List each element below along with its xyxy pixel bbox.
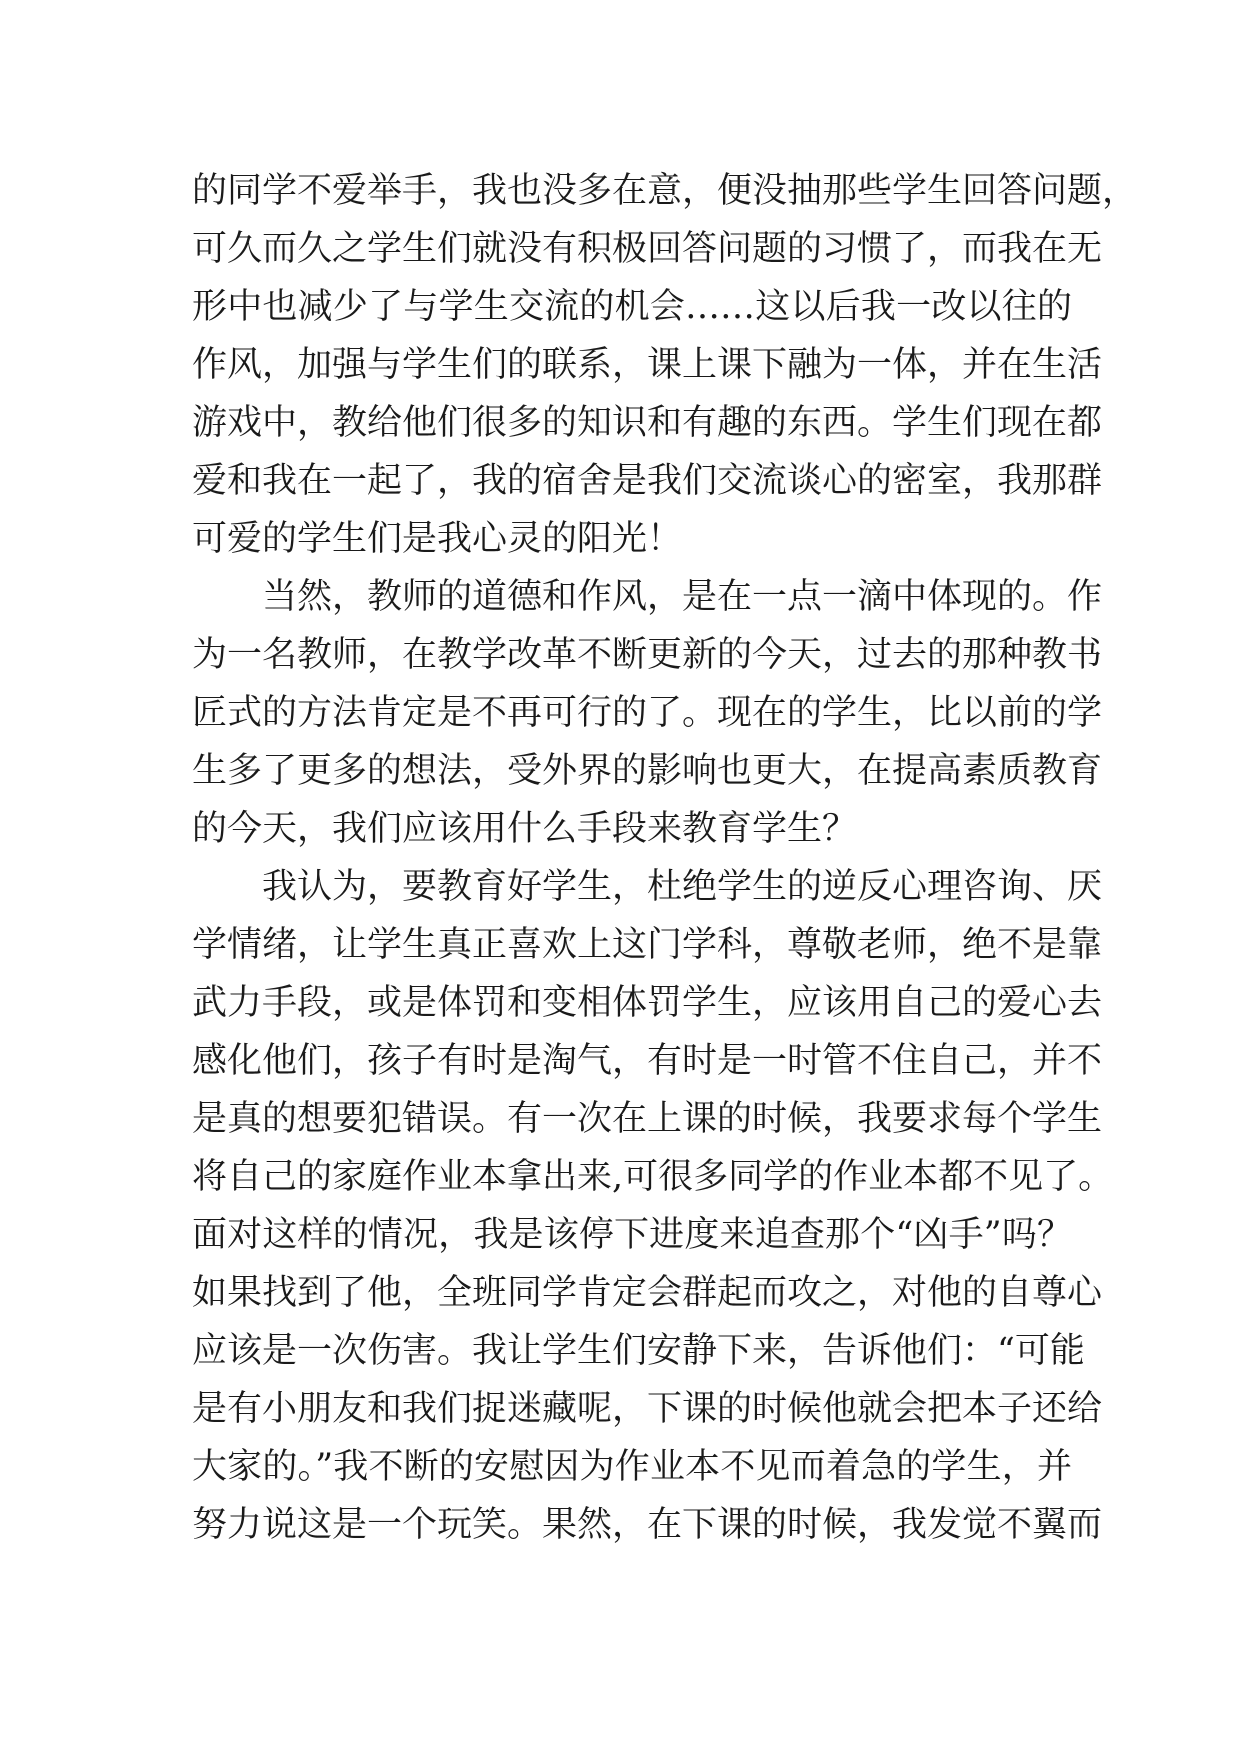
text-line: 是真的想要犯错误。有一次在上课的时候，我要求每个学生	[192, 1099, 1103, 1139]
text-line: 大家的。”我不断的安慰因为作业本不见而着急的学生，并	[192, 1447, 1072, 1487]
text-line: 学情绪，让学生真正喜欢上这门学科，尊敬老师，绝不是靠	[192, 925, 1103, 965]
text-line: 应该是一次伤害。我让学生们安静下来，告诉他们：“可能	[192, 1331, 1085, 1371]
body-text	[192, 162, 1138, 1554]
text-line: 游戏中，教给他们很多的知识和有趣的东西。学生们现在都	[192, 403, 1103, 443]
text-line: 可久而久之学生们就没有积极回答问题的习惯了，而我在无	[192, 229, 1103, 269]
text-line: 当然，教师的道德和作风，是在一点一滴中体现的。作	[262, 577, 1103, 617]
text-line: 我认为，要教育好学生，杜绝学生的逆反心理咨询、厌	[262, 867, 1103, 907]
text-line: 努力说这是一个玩笑。果然，在下课的时候，我发觉不翼而	[192, 1505, 1103, 1545]
text-line: 面对这样的情况，我是该停下进度来追查那个“凶手”吗？	[192, 1215, 1072, 1255]
text-line: 是有小朋友和我们捉迷藏呢，下课的时候他就会把本子还给	[192, 1389, 1103, 1429]
paragraph-2	[192, 568, 1103, 858]
text-line: 作风，加强与学生们的联系，课上课下融为一体，并在生活	[192, 345, 1103, 385]
text-line: 的今天，我们应该用什么手段来教育学生？	[192, 809, 858, 849]
text-line: 可爱的学生们是我心灵的阳光！	[192, 519, 683, 559]
text-line: 爱和我在一起了，我的宿舍是我们交流谈心的密室，我那群	[192, 461, 1103, 501]
text-line: 生多了更多的想法，受外界的影响也更大，在提高素质教育	[192, 751, 1103, 791]
paragraph-1	[192, 162, 1138, 568]
text-line: 形中也减少了与学生交流的机会……这以后我一改以往的	[192, 287, 1072, 327]
text-line: 如果找到了他，全班同学肯定会群起而攻之，对他的自尊心	[192, 1273, 1103, 1313]
text-line: 匠式的方法肯定是不再可行的了。现在的学生，比以前的学	[192, 693, 1103, 733]
text-line: 将自己的家庭作业本拿出来,可很多同学的作业本都不见了。	[192, 1157, 1114, 1197]
text-line: 的同学不爱举手，我也没多在意，便没抽那些学生回答问题，	[192, 171, 1138, 211]
paragraph-3	[192, 858, 1114, 1554]
text-line: 为一名教师，在教学改革不断更新的今天，过去的那种教书	[192, 635, 1103, 675]
text-line: 武力手段，或是体罚和变相体罚学生，应该用自己的爱心去	[192, 983, 1103, 1023]
text-line: 感化他们，孩子有时是淘气，有时是一时管不住自己，并不	[192, 1041, 1103, 1081]
